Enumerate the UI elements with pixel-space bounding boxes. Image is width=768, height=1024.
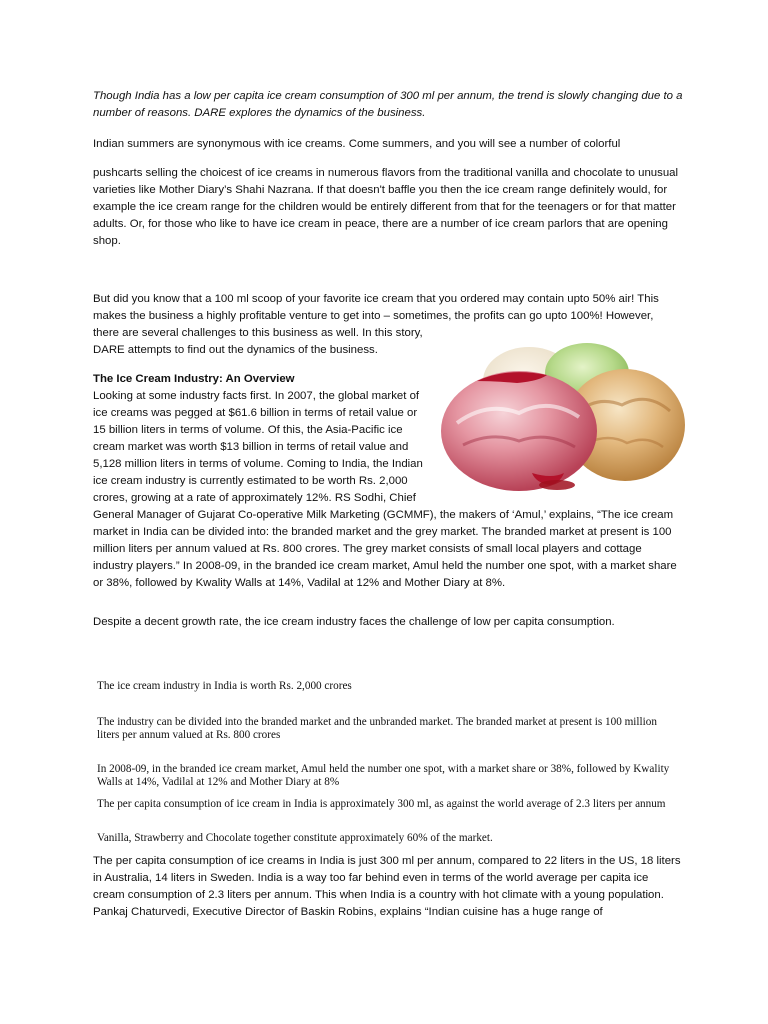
scoop-line: there are several challenges to this business as well. In this story, bbox=[93, 327, 423, 339]
fact-item: The industry can be divided into the branded market and the unbranded market. The branded market at present is 100 million liters per annum valued at Rs. 800 crores bbox=[97, 716, 657, 741]
overview-body: Looking at some industry facts first. In 2007, the global market of ice creams was pegged at $61.6 billion in terms of retail value or 15 billion liters in terms of volume. Of this, the Asia-Pacific ice cream market was worth $13 billion in terms of retail value and 5,128 million liters in terms of volume. Coming to India, the Indian ice cream industry is currently estimated to be worth Rs. 2,000 crores, growing at a rate of approximately 12%. RS Sodhi, Chief General Manager of Gujarat Co-operative Milk Marketing (GCMMF), the makers of ‘Amul,’ explains, “The ice cream market in India can be divided into: the branded market and the grey market. The branded market at present is 100 million liters per annum valued at Rs. 800 crores. The grey market consists of small local players and cottage industry players.” In 2008-09, in the branded ice cream market, Amul held the number one spot, with a market share or 38%, followed by Kwality Walls at 14%, Vadilal at 12% and Mother Diary at 8%. bbox=[93, 390, 677, 589]
fact-item: The per capita consumption of ice cream in India is approximately 300 ml, as against the world average of 2.3 liters per annum bbox=[97, 798, 666, 811]
pushcarts-paragraph: pushcarts selling the choicest of ice creams in numerous flavors from the traditional vanilla and chocolate to unusual varieties like Mother Diary’s Shahi Nazrana. If that doesn't baffle you then the ice cream range definitely would, for example the ice cream range for the children would be entirely different from that for the teenagers or for that matter adults. Or, for those who like to have ice cream in peace, there are a number of ice cream parlors that are opening shop. bbox=[93, 167, 679, 247]
fact-item: In 2008-09, in the branded ice cream market, Amul held the number one spot, with a market share or 38%, followed by Kwality Walls at 14%, Vadilal at 12% and Mother Diary at 8% bbox=[97, 763, 670, 788]
overview-section bbox=[93, 371, 679, 592]
ice-cream-scoops-icon bbox=[437, 343, 687, 493]
despite-paragraph: Despite a decent growth rate, the ice cream industry faces the challenge of low per capita consumption. bbox=[93, 616, 615, 628]
summers-paragraph: Indian summers are synonymous with ice creams. Come summers, and you will see a number of colorful bbox=[93, 138, 621, 150]
intro-paragraph: Though India has a low per capita ice cream consumption of 300 ml per annum, the trend is slowly changing due to a number of reasons. DARE explores the dynamics of the business. bbox=[93, 90, 683, 119]
scoop-line: makes the business a highly profitable venture to get into – sometimes, the profits can go upto 100%! However, bbox=[93, 310, 654, 322]
overview-heading: The Ice Cream Industry: An Overview bbox=[93, 373, 295, 385]
fact-item: Vanilla, Strawberry and Chocolate together constitute approximately 60% of the market. bbox=[97, 832, 493, 845]
scoop-line: DARE attempts to find out the dynamics of the business. bbox=[93, 344, 378, 356]
consumption-paragraph: The per capita consumption of ice creams in India is just 300 ml per annum, compared to 22 liters in the US, 18 liters in Australia, 14 liters in Sweden. India is a way too far behind even in terms of the world average per capita ice cream consumption of 2.3 liters per annum. This when India is a country with hot climate with a young population. Pankaj Chaturvedi, Executive Director of Baskin Robins, explains “Indian cuisine has a huge range of bbox=[93, 855, 681, 918]
scoop-line: But did you know that a 100 ml scoop of your favorite ice cream that you ordered may contain upto 50% air! This bbox=[93, 293, 659, 305]
fact-item: The ice cream industry in India is worth Rs. 2,000 crores bbox=[97, 680, 352, 693]
